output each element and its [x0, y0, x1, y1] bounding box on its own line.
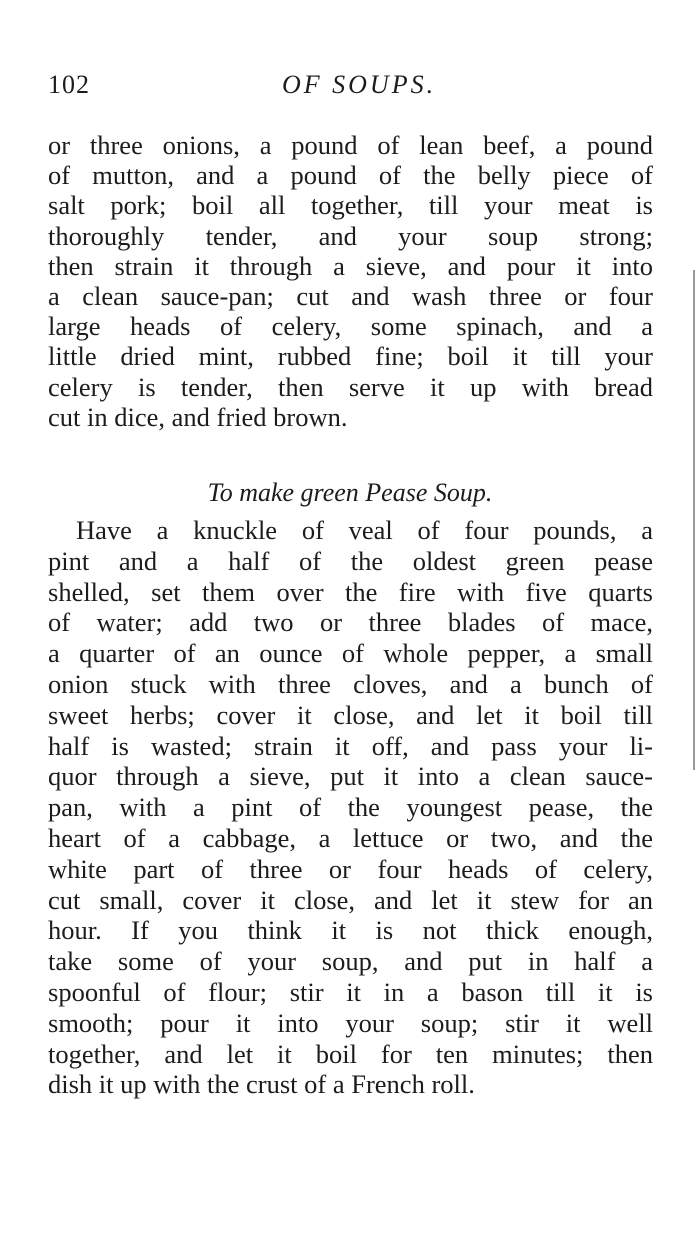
- page-edge: [693, 270, 698, 770]
- text-line: heart of a cabbage, a lettuce or two, and the: [48, 823, 653, 853]
- text-line: spoonful of flour; stir it in a bason till it is: [48, 977, 653, 1007]
- text-line: of mutton, and a pound of the belly piece of: [48, 160, 653, 191]
- text-line: half is wasted; strain it off, and pass your li-: [48, 730, 653, 761]
- text-line: take some of your soup, and put in half a: [48, 946, 653, 977]
- text-line: pan, with a pint of the youngest pease, the: [48, 792, 653, 823]
- text-line: salt pork; boil all together, till your meat is: [48, 190, 653, 221]
- text-line: sweet herbs; cover it close, and let it boil till: [48, 699, 653, 730]
- text-line: smooth; pour it into your soup; stir it well: [48, 1007, 653, 1038]
- text-line: a quarter of an ounce of whole pepper, a small: [48, 638, 653, 669]
- text-line: together, and let it boil for ten minutes; then: [48, 1038, 653, 1069]
- text-line: cut in dice, and fried brown.: [48, 401, 348, 432]
- text-line: then strain it through a sieve, and pour it into: [48, 250, 653, 281]
- text-line: onion stuck with three cloves, and a bunch of: [48, 669, 653, 699]
- text-line: Have a knuckle of veal of four pounds, a: [76, 515, 653, 545]
- text-line: large heads of celery, some spinach, and a: [48, 311, 653, 342]
- text-line: quor through a sieve, put it into a clean sauce-: [48, 761, 653, 792]
- text-line: little dried mint, rubbed fine; boil it till your: [48, 341, 653, 372]
- page-number: 102: [48, 70, 90, 99]
- text-line: thoroughly tender, and your soup strong;: [48, 220, 653, 251]
- text-line: shelled, set them over the fire with five quarts: [48, 576, 653, 607]
- running-title: OF SOUPS.: [282, 70, 437, 99]
- text-line: pint and a half of the oldest green pease: [48, 545, 653, 576]
- text-line: a clean sauce-pan; cut and wash three or four: [48, 281, 653, 311]
- text-line: celery is tender, then serve it up with bread: [48, 371, 653, 402]
- text-line: white part of three or four heads of celery,: [48, 853, 653, 884]
- text-line: hour. If you think it is not thick enough,: [48, 915, 653, 946]
- text-line: of water; add two or three blades of mace,: [48, 607, 653, 638]
- text-line: or three onions, a pound of lean beef, a pound: [48, 130, 653, 160]
- text-line: cut small, cover it close, and let it stew for an: [48, 884, 653, 915]
- text-line: dish it up with the crust of a French roll.: [48, 1069, 475, 1100]
- recipe-title: To make green Pease Soup.: [207, 478, 493, 507]
